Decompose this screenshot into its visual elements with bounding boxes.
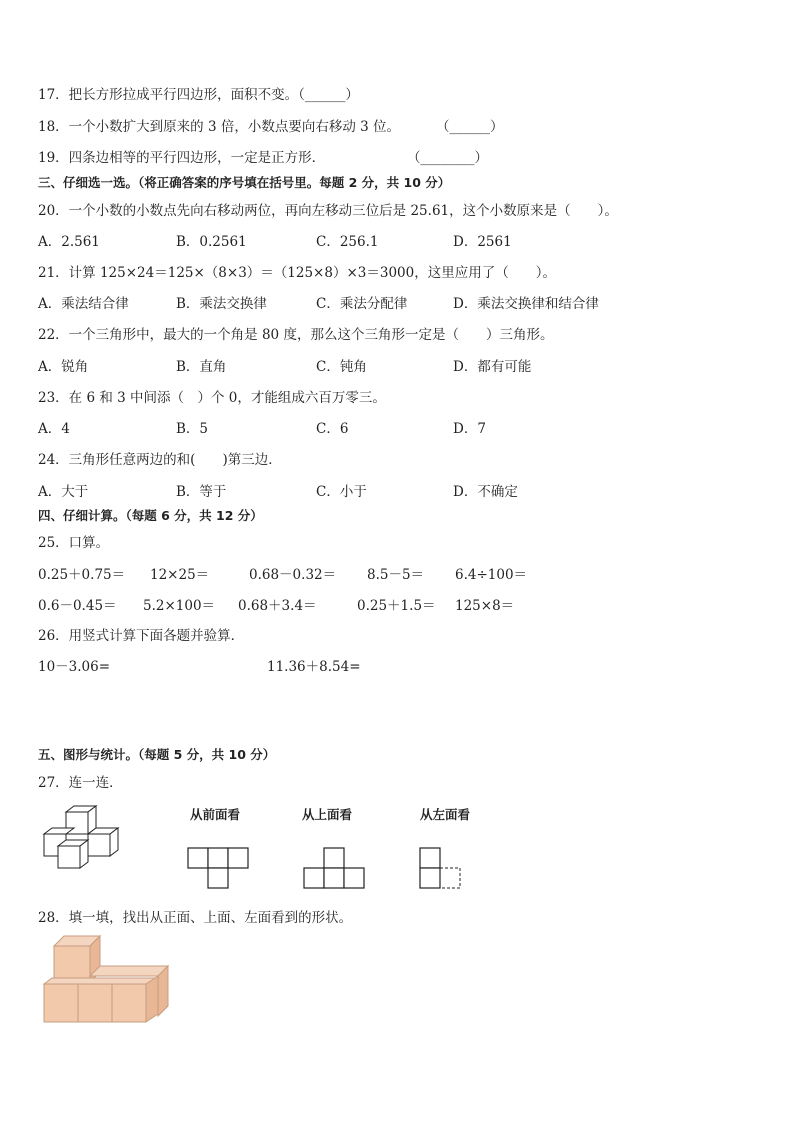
q23-option-a[interactable]: A．4 xyxy=(38,421,70,437)
q25-calc-2: 12×25＝ xyxy=(150,567,210,583)
view-label-top: 从上面看 xyxy=(302,807,353,822)
question-28: 28．填一填，找出从正面、上面、左面看到的形状。 xyxy=(38,910,353,926)
q24-option-b[interactable]: B．等于 xyxy=(176,484,227,500)
question-25: 25．口算。 xyxy=(38,535,110,551)
question-26: 26．用竖式计算下面各题并验算． xyxy=(38,628,245,644)
q25-calc-5: 6.4÷100＝ xyxy=(455,567,528,583)
question-18: 18．一个小数扩大到原来的 3 倍，小数点要向右移动 3 位。 xyxy=(38,119,401,135)
q20-option-d[interactable]: D．2561 xyxy=(453,234,512,250)
q24-option-d[interactable]: D．不确定 xyxy=(453,484,518,500)
question-27: 27．连一连． xyxy=(38,775,123,791)
question-18-blank[interactable]: （______） xyxy=(436,119,504,135)
q24-option-a[interactable]: A．大于 xyxy=(38,484,89,500)
section-4-heading: 四、仔细计算。（每题 6 分，共 12 分） xyxy=(38,508,263,523)
view-label-front: 从前面看 xyxy=(190,807,241,822)
q22-option-b[interactable]: B．直角 xyxy=(176,359,227,375)
q22-option-a[interactable]: A．锐角 xyxy=(38,359,89,375)
section-3-heading: 三、仔细选一选。（将正确答案的序号填在括号里。每题 2 分，共 10 分） xyxy=(38,175,451,190)
q25-calc-10: 125×8＝ xyxy=(455,598,515,614)
section-5-heading: 五、图形与统计。（每题 5 分，共 10 分） xyxy=(38,747,276,762)
question-17: 17．把长方形拉成平行四边形，面积不变。（______） xyxy=(38,87,359,103)
front-view-shape[interactable] xyxy=(188,848,250,890)
q25-calc-3: 0.68－0.32＝ xyxy=(249,567,337,583)
q22-option-d[interactable]: D．都有可能 xyxy=(453,359,532,375)
q20-option-a[interactable]: A．2.561 xyxy=(38,234,100,250)
question-23: 23．在 6 和 3 中间添（ ）个 0，才能组成六百万零三。 xyxy=(38,390,386,406)
q23-option-b[interactable]: B．5 xyxy=(176,421,209,437)
question-22: 22．一个三角形中，最大的一个角是 80 度，那么这个三角形一定是（ ）三角形。 xyxy=(38,327,554,343)
q24-option-c[interactable]: C．小于 xyxy=(316,484,367,500)
q21-option-b[interactable]: B．乘法交换律 xyxy=(176,296,267,312)
q25-calc-9: 0.25＋1.5＝ xyxy=(357,598,436,614)
question-19: 19．四条边相等的平行四边形，一定是正方形． xyxy=(38,150,326,166)
cube-stack-figure xyxy=(44,806,134,872)
question-24: 24．三角形任意两边的和( )第三边． xyxy=(38,452,282,468)
q21-option-c[interactable]: C．乘法分配律 xyxy=(316,296,408,312)
q23-option-d[interactable]: D．7 xyxy=(453,421,486,437)
q25-calc-4: 8.5－5＝ xyxy=(367,567,425,583)
q20-option-b[interactable]: B．0.2561 xyxy=(176,234,247,250)
q20-option-c[interactable]: C．256.1 xyxy=(316,234,379,250)
top-view-shape[interactable] xyxy=(304,848,366,890)
colored-cube-stack-figure xyxy=(44,934,170,1026)
q26-item-2: 11.36＋8.54= xyxy=(267,659,361,675)
q26-item-1: 10－3.06= xyxy=(38,659,111,675)
question-21: 21．计算 125×24＝125×（8×3）＝（125×8）×3＝3000，这里应用了（ ）。 xyxy=(38,265,556,281)
q25-calc-1: 0.25＋0.75＝ xyxy=(38,567,126,583)
left-view-shape[interactable] xyxy=(420,848,464,890)
question-20: 20．一个小数的小数点先向右移动两位，再向左移动三位后是 25.61，这个小数原来是（ ）。 xyxy=(38,203,618,219)
q25-calc-6: 0.6－0.45＝ xyxy=(38,598,117,614)
q23-option-c[interactable]: C．6 xyxy=(316,421,349,437)
q25-calc-8: 0.68＋3.4＝ xyxy=(238,598,317,614)
q22-option-c[interactable]: C．钝角 xyxy=(316,359,367,375)
question-19-blank[interactable]: （________） xyxy=(407,150,488,166)
q25-calc-7: 5.2×100＝ xyxy=(143,598,216,614)
q21-option-d[interactable]: D．乘法交换律和结合律 xyxy=(453,296,599,312)
view-label-left: 从左面看 xyxy=(420,807,471,822)
q21-option-a[interactable]: A．乘法结合律 xyxy=(38,296,129,312)
